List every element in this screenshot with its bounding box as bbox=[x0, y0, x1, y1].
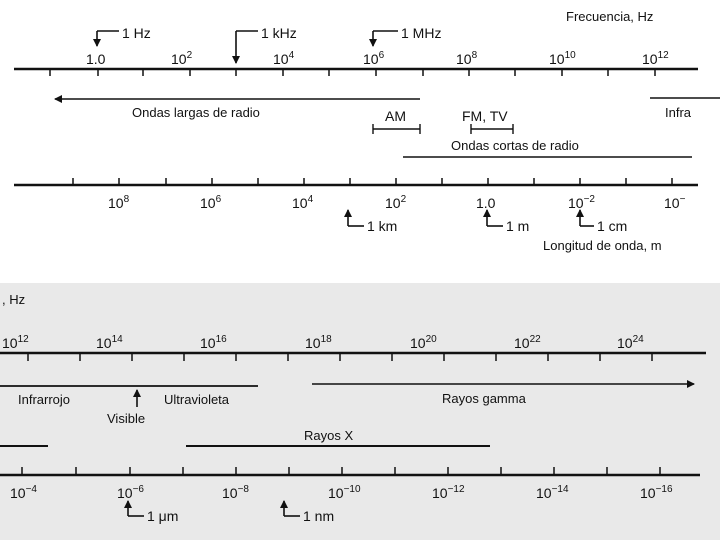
wave-tick-label: $10^{-6}$ bbox=[117, 484, 144, 501]
wave-tick-label: $10^8$ bbox=[108, 194, 130, 211]
freq-tick-label: $10^{12}$ bbox=[2, 334, 29, 351]
band-label-infra-cut: Infra bbox=[665, 105, 692, 120]
wave-tick-label: $10^{-4}$ bbox=[10, 484, 37, 501]
freq-tick-label: $10^2$ bbox=[171, 50, 193, 67]
band-label-infrared: Infrarrojo bbox=[18, 392, 71, 407]
wave-tick-label: $10^{-8}$ bbox=[222, 484, 249, 501]
band-label-fm-tv: FM, TV bbox=[462, 108, 508, 124]
marker-label-1khz: 1 kHz bbox=[261, 25, 297, 41]
freq-tick-label: $10^6$ bbox=[363, 50, 385, 67]
freq-tick-label: $10^{20}$ bbox=[410, 334, 437, 351]
wave-tick-label: $10^{-12}$ bbox=[432, 484, 465, 501]
wave-tick-label: $10^2$ bbox=[385, 194, 407, 211]
wave-tick-label: $10^6$ bbox=[200, 194, 222, 211]
wave-tick-label: $10^{-16}$ bbox=[640, 484, 673, 501]
freq-tick-label: $10^{12}$ bbox=[642, 50, 669, 67]
marker-label-1nm: 1 nm bbox=[303, 508, 335, 524]
wave-tick-label: 10− bbox=[664, 194, 686, 211]
marker-label-1cm: 1 cm bbox=[597, 218, 628, 234]
marker-label-1mhz: 1 MHz bbox=[401, 25, 442, 41]
band-label-gamma: Rayos gamma bbox=[442, 391, 526, 406]
band-label-am: AM bbox=[385, 108, 406, 124]
wave-tick-label: $10^{-2}$ bbox=[568, 194, 595, 211]
marker-label-1um: 1 μm bbox=[147, 508, 179, 524]
band-label-visible: Visible bbox=[107, 411, 146, 426]
marker-label-1km: 1 km bbox=[367, 218, 398, 234]
wave-tick-label: $10^4$ bbox=[292, 194, 314, 211]
freq-tick-label: $10^{14}$ bbox=[96, 334, 123, 351]
freq-tick-label: $10^{10}$ bbox=[549, 50, 576, 67]
upper-panel bbox=[0, 0, 720, 262]
freq-tick-label: $10^{22}$ bbox=[514, 334, 541, 351]
freq-tick-label: $10^8$ bbox=[456, 50, 478, 67]
band-label-short-radio: Ondas cortas de radio bbox=[451, 138, 579, 153]
lower-frequency-title: , Hz bbox=[2, 292, 26, 307]
marker-label-1hz: 1 Hz bbox=[122, 25, 151, 41]
freq-tick-label: $10^4$ bbox=[273, 50, 295, 67]
wave-tick-label: 1.0 bbox=[476, 195, 496, 211]
freq-tick-label: $10^{16}$ bbox=[200, 334, 227, 351]
freq-tick-label: $10^{18}$ bbox=[305, 334, 332, 351]
lower-panel bbox=[0, 283, 720, 540]
band-label-ultraviolet: Ultravioleta bbox=[164, 392, 230, 407]
band-label-xray: Rayos X bbox=[304, 428, 354, 443]
wave-tick-label: $10^{-10}$ bbox=[328, 484, 361, 501]
freq-tick-label: $10^{24}$ bbox=[617, 334, 644, 351]
freq-tick-label: 1.0 bbox=[86, 51, 106, 67]
wave-tick-label: $10^{-14}$ bbox=[536, 484, 569, 501]
marker-label-1m: 1 m bbox=[506, 218, 530, 234]
upper-frequency-title: Frecuencia, Hz bbox=[566, 9, 654, 24]
upper-wavelength-title: Longitud de onda, m bbox=[543, 238, 662, 253]
band-label-long-radio: Ondas largas de radio bbox=[132, 105, 260, 120]
